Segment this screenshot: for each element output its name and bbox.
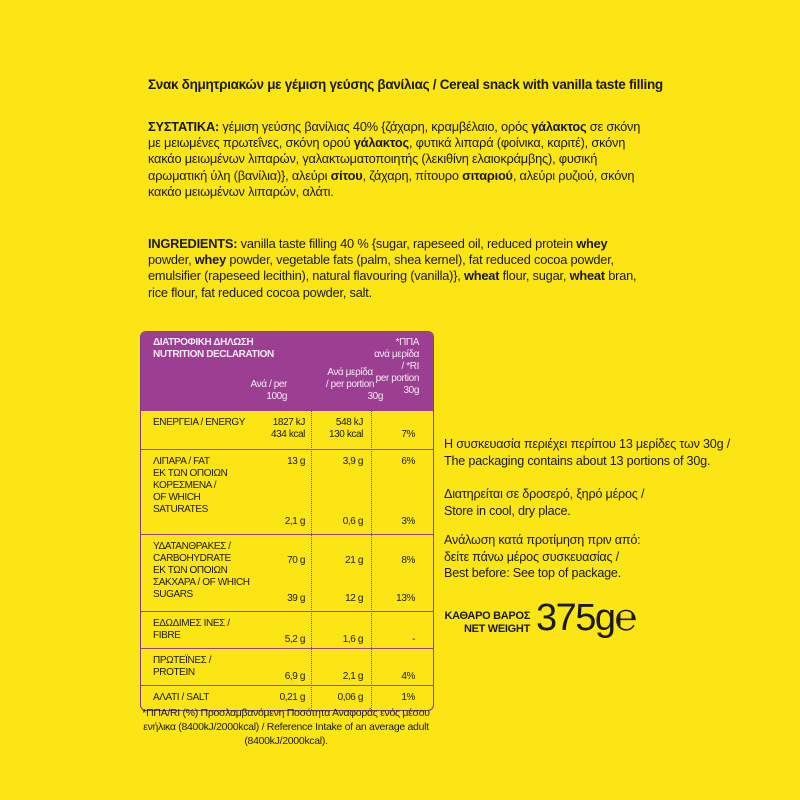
nutrient-value: 6,9 g	[284, 671, 305, 682]
nutrition-row	[141, 611, 433, 648]
column-header-ri: *ΠΠΑ ανά μερίδα / *RI per portion 30g	[374, 337, 419, 396]
nutrient-sub-value: 13%	[396, 593, 415, 604]
nutrient-value: 13 g	[287, 456, 305, 467]
ingredients-text: powder, vegetable fats (palm, shea kernel), fat reduced cocoa powder, emulsifier (rapeseed lecithin), natural flavouring (vanilla)},	[148, 252, 614, 284]
nutrient-label: ΕΝΕΡΓΕΙΑ / ENERGY	[153, 417, 246, 428]
e-mark-icon: ℮	[614, 597, 636, 639]
column-divider	[371, 410, 372, 710]
nutrient-value: 70 g	[287, 555, 305, 566]
nutrition-row	[141, 648, 433, 685]
ingredients-english	[148, 236, 648, 301]
nutrient-value: 3,9 g	[342, 456, 363, 467]
ingredients-text: σε σκόνη με μειωμένες πρωτεΐνες, σκόνη ορού	[148, 119, 641, 151]
ingredients-text: powder,	[148, 252, 195, 268]
nutrient-sub-value: 0,6 g	[342, 516, 363, 527]
ingredients-text: vanilla taste filling 40 % {sugar, rapeseed oil, reduced protein	[237, 236, 577, 251]
nutrition-row	[141, 410, 433, 449]
nutrient-value: 6%	[401, 456, 415, 467]
column-divider	[311, 410, 312, 710]
ingredients-text: , αλεύρι ρυζιού, σκόνη κακάο μειωμένων λιπαρών, αλάτι.	[148, 167, 635, 199]
nutrient-label: ΛΙΠΑΡΑ / FAT ΕΚ ΤΩΝ ΟΠΟΙΩΝ ΚΟΡΕΣΜΕΝΑ / OF WHICH SATURATES	[153, 456, 228, 515]
ingredients-text: bran, rice flour, fat reduced cocoa powder, salt.	[148, 268, 637, 300]
nutrient-label: ΥΔΑΤΑΝΘΡΑΚΕΣ / CARBOHYDRATE ΕΚ ΤΩΝ ΟΠΟΙΩΝ ΣΑΚΧΑΡΑ / OF WHICH SUGARS	[153, 541, 250, 600]
nutrient-value: 5,2 g	[284, 634, 305, 645]
nutrition-table-header	[141, 332, 433, 410]
product-title: Σνακ δημητριακών με γέμιση γεύσης βανίλιας / Cereal snack with vanilla taste filling	[148, 77, 663, 92]
nutrition-table	[140, 331, 434, 711]
nutrient-label: ΠΡΩΤΕΪΝΕΣ / PROTEIN	[153, 655, 212, 678]
nutrient-value: -	[412, 634, 415, 645]
ingredients-label: ΣΥΣΤΑΤΙΚΑ:	[148, 119, 220, 134]
allergen-text: σίτου	[330, 167, 363, 183]
allergen-text: γάλακτος	[353, 135, 409, 151]
nutrition-table-body	[141, 410, 433, 710]
nutrient-sub-value: 12 g	[345, 593, 363, 604]
nutrient-sub-value: 3%	[401, 516, 415, 527]
allergen-text: whey	[576, 236, 608, 251]
nutrient-value: 21 g	[345, 555, 363, 566]
allergen-text: whey	[194, 252, 226, 268]
ingredients-greek	[148, 119, 648, 200]
column-header-per-portion: Ανά μερίδα / per portion 30g	[325, 367, 383, 402]
best-before-info: Ανάλωση κατά προτίμηση πριν από: δείτε πάνω μέρος συσκευασίας / Best before: See top of package.	[444, 533, 641, 580]
nutrient-value: 8%	[401, 555, 415, 566]
allergen-text: σιταριού	[462, 167, 513, 183]
ingredients-text: , ζάχαρη, πίτουρο	[362, 167, 463, 183]
allergen-text: γάλακτος	[531, 119, 587, 134]
nutrient-label: ΕΔΩΔΙΜΕΣ ΙΝΕΣ / FIBRE	[153, 618, 230, 641]
allergen-text: wheat	[569, 268, 605, 284]
allergen-text: wheat	[464, 268, 500, 284]
packaging-info: Η συσκευασία περιέχει περίπου 13 μερίδες των 30g / The packaging contains about 13 portions of 30g.	[444, 437, 730, 468]
column-header-per-100g: Ανά / per 100g	[250, 379, 287, 402]
nutrition-row	[141, 449, 433, 534]
nutrient-label: ΑΛΑΤΙ / SALT	[153, 692, 209, 703]
nutrient-value: 1%	[401, 692, 415, 703]
nutrition-row	[141, 534, 433, 611]
nutrient-value: 1827 kJ 434 kcal	[270, 417, 305, 440]
ingredients-text: , φυτικά λιπαρά (φοίνικα, καριτέ), σκόνη κακάο μειωμένων λιπαρών, γαλακτωματοποιητής (λεκιθίνη ελαιοκράμβης), φυσική αρωματική ύλη (βανίλια)}, αλεύρι	[148, 135, 626, 183]
net-weight-value: 375g℮	[536, 597, 636, 639]
storage-info: Διατηρείται σε δροσερό, ξηρό μέρος / Store in cool, dry place.	[444, 487, 645, 518]
ingredients-text: flour, sugar,	[499, 268, 570, 284]
nutrient-value: 2,1 g	[342, 671, 363, 682]
net-weight-label: ΚΑΘΑΡΟ ΒΑΡΟΣ NET WEIGHT	[444, 610, 530, 635]
ri-footnote: *ΠΠΑ/RI (%) Προσλαμβανόμενη Ποσότητα Αναφοράς ενός μέσου ενήλικα (8400kJ/2000kcal) / Reference Intake of an average adult (8400kJ/2000kcal).	[142, 707, 430, 747]
nutrient-value: 1,6 g	[342, 634, 363, 645]
ingredients-text: γέμιση γεύσης βανίλιας 40% {ζάχαρη, κραμβέλαιο, ορός	[219, 119, 532, 134]
nutrient-value: 548 kJ 130 kcal	[328, 417, 363, 440]
ingredients-label: INGREDIENTS:	[148, 236, 238, 251]
nutrient-value: 0,06 g	[337, 692, 363, 703]
nutrition-title-greek: ΔΙΑΤΡΟΦΙΚΗ ΔΗΛΩΣΗ	[153, 337, 254, 348]
nutrient-sub-value: 2,1 g	[284, 516, 305, 527]
nutrient-value: 7%	[401, 429, 415, 440]
nutrient-sub-value: 39 g	[287, 593, 305, 604]
nutrient-value: 4%	[401, 671, 415, 682]
nutrition-title-english: NUTRITION DECLARATION	[153, 349, 274, 360]
nutrient-value: 0,21 g	[279, 692, 305, 703]
